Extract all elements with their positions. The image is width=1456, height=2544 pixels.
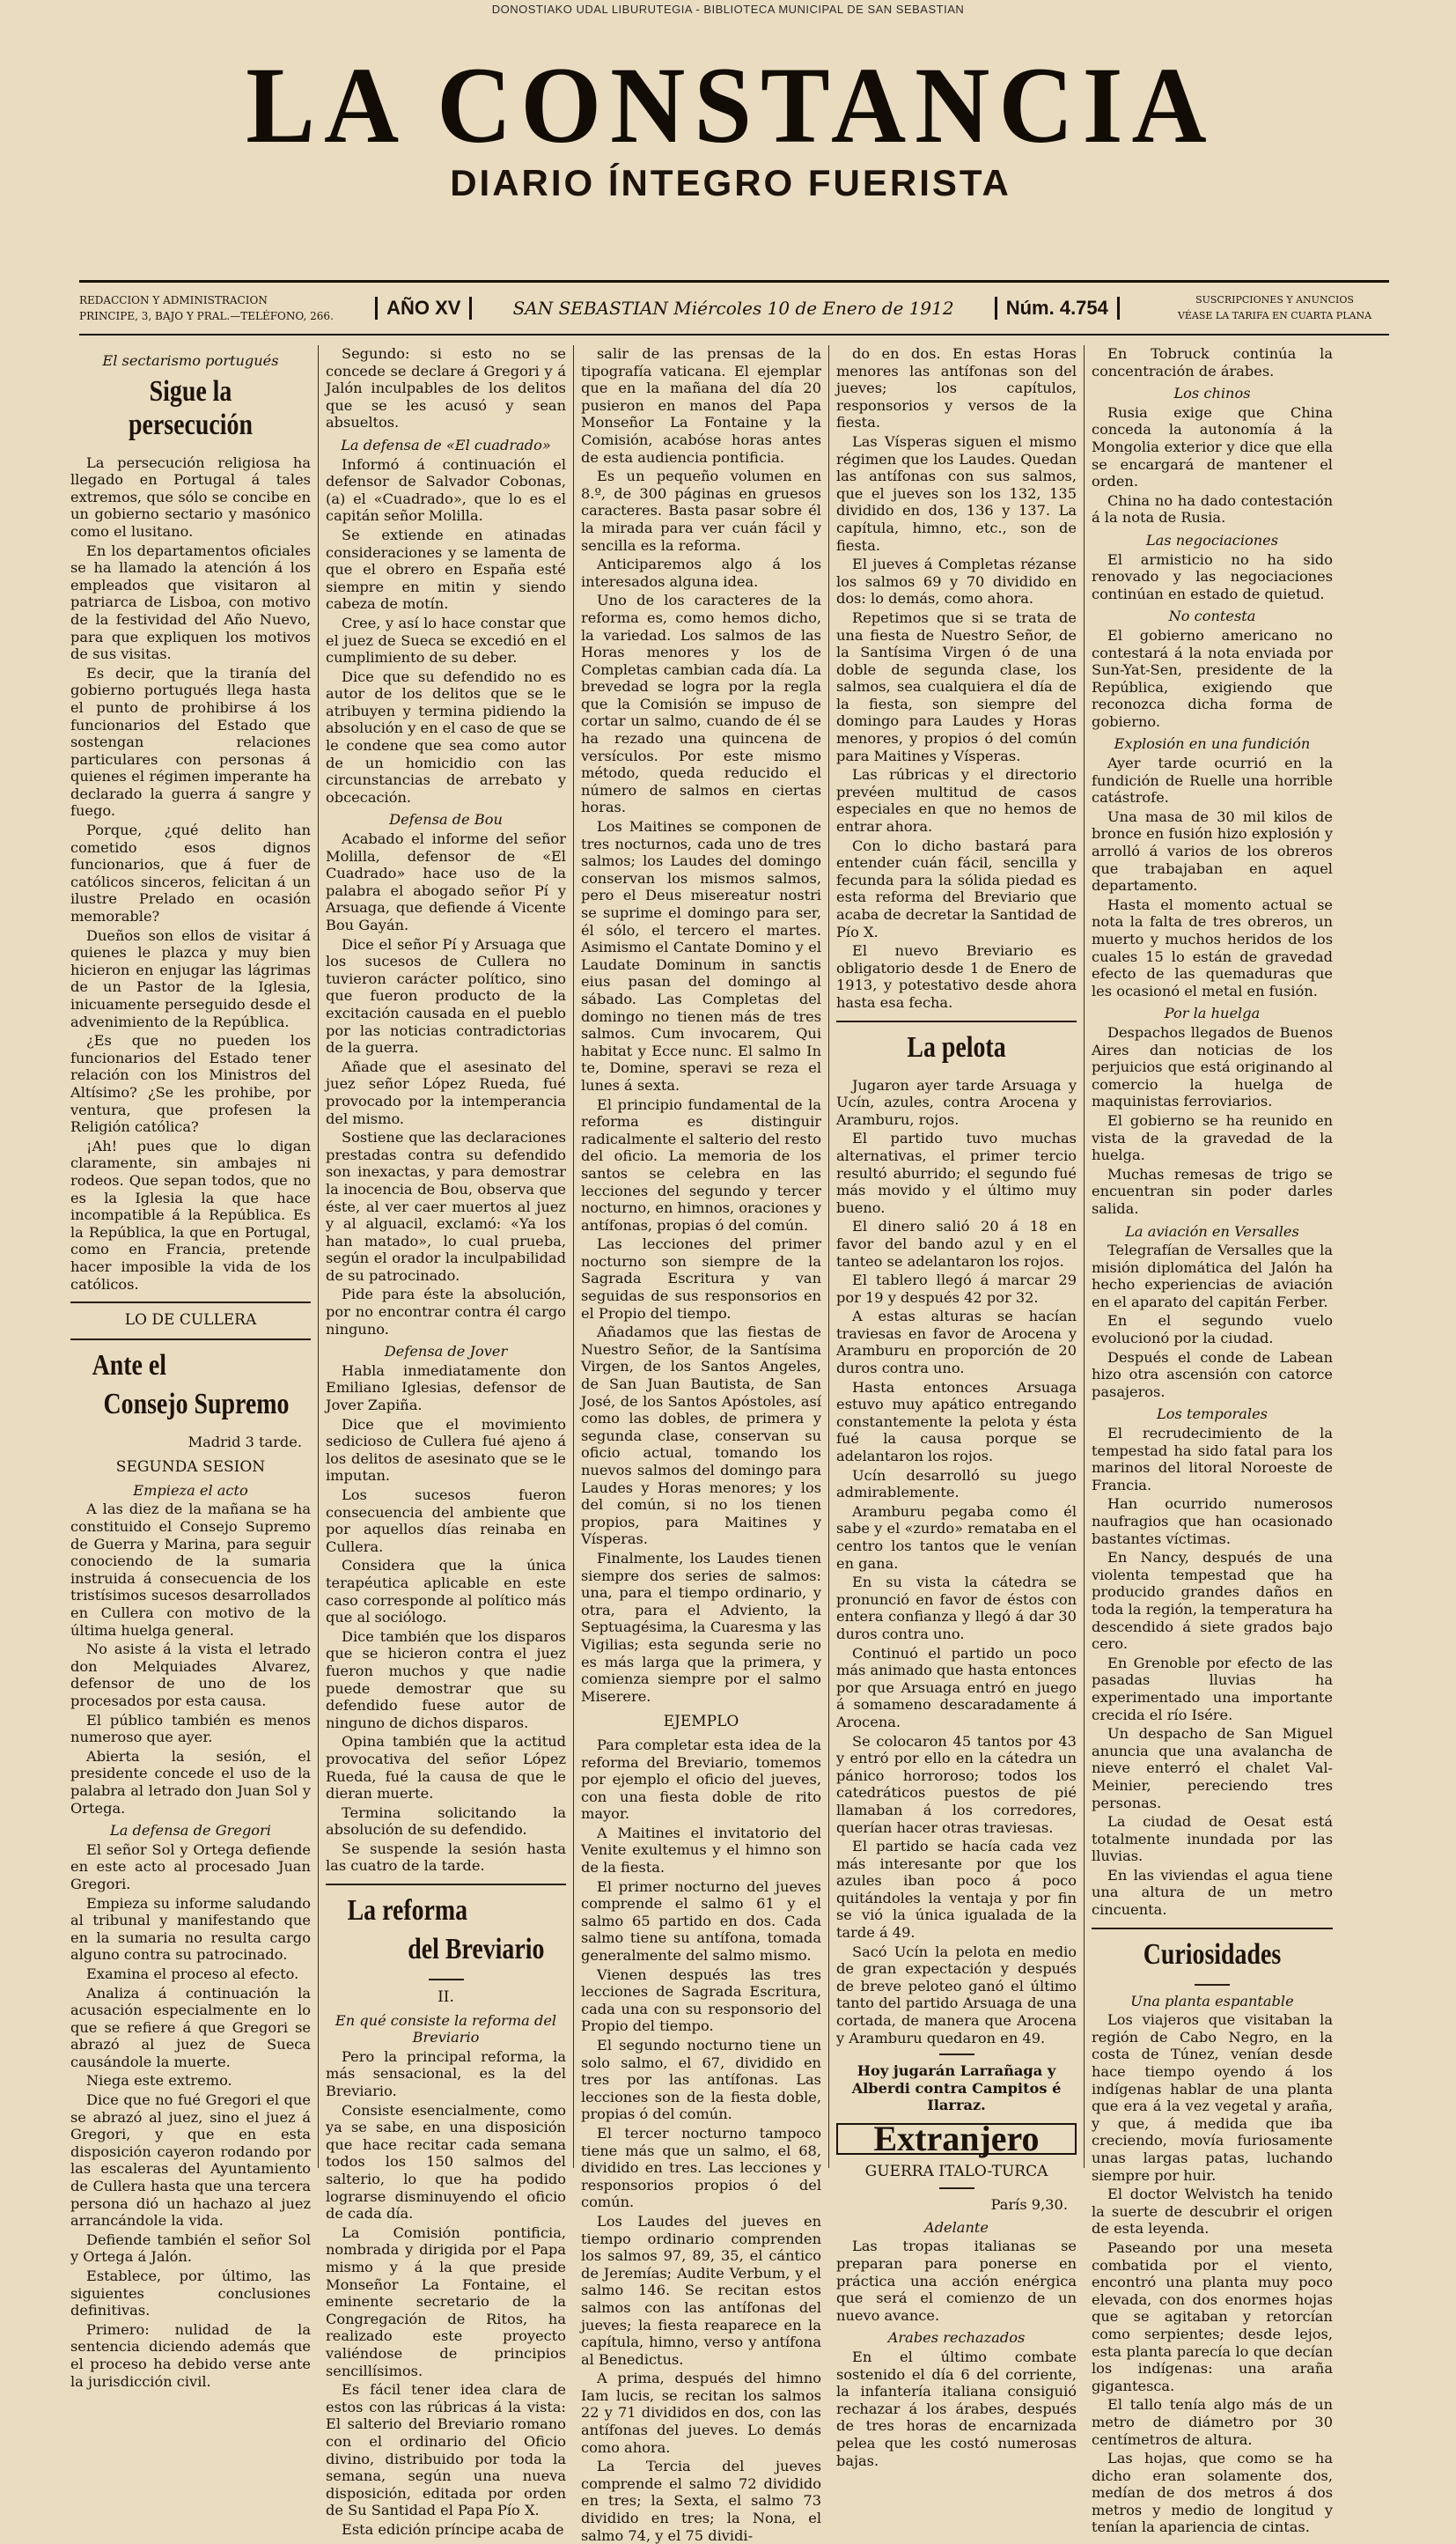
newspaper-subtitle: DIARIO ÍNTEGRO FUERISTA <box>450 162 1011 203</box>
article-headline: Ante el <box>92 1348 166 1382</box>
article-body <box>326 345 566 431</box>
paragraph: Abierta la sesión, el presidente concede el uso de la palabra al letrado don Juan Sol y Ortega. <box>70 1747 311 1817</box>
article-headline: La reforma <box>347 1894 468 1928</box>
paragraph: Establece, por último, las siguientes conclusiones definitivas. <box>70 2267 311 2319</box>
paragraph: Finalmente, los Laudes tienen siempre dos series de salmos: una, para el tiempo ordinario, y otra, para el Adviento, la Septuagésima, la Cuaresma y las Vigilias; esta segunda serie no es más larga que la primera, y comienza siempre por el salmo Miserere. <box>581 1549 821 1705</box>
paragraph: China no ha dado contestación á la nota de Rusia. <box>1092 491 1333 527</box>
masthead <box>79 44 1382 203</box>
dateline: París 9,30. <box>990 2196 1068 2214</box>
paragraph: Considera que la única terapéutica aplicable en este caso corresponde al político más que al sociólogo. <box>326 1557 566 1626</box>
paragraph: El partido tuvo muchas alternativas, el primer tercio resultó aburrido; el segundo fué más movido y el último muy bueno. <box>836 1130 1077 1216</box>
paragraph: Primero: nulidad de la sentencia diciendo además que el proceso ha debido verse ante la jurisdicción civil. <box>70 2320 311 2390</box>
paragraph: Pero la principal reforma, la más sensacional, es la del Breviario. <box>326 2047 566 2100</box>
paragraph: Las lecciones del primer nocturno son siempre de la Sagrada Escritura y van seguidas de sus responsorios en el Propio del tiempo. <box>581 1235 821 1322</box>
subhead: Las negociaciones <box>1145 531 1279 549</box>
paragraph: El doctor Welvistch ha tenido la suerte de descubrir el origen de esta leyenda. <box>1092 2186 1333 2238</box>
paragraph: Añade que el asesinato del juez señor López Rueda, fué provocado por la intemperancia del mismo. <box>326 1058 566 1127</box>
article-body <box>1092 551 1333 603</box>
paragraph: El principio fundamental de la reforma es distinguir radicalmente el salterio del resto del oficio. La memoria de los santos se celebra en las lecciones del segundo y tercer nocturno, en himnos, oraciones y antífonas, propias ó del común. <box>581 1095 821 1234</box>
issue-dateline: SAN SEBASTIAN Miércoles 10 de Enero de 1912 <box>512 298 954 319</box>
paragraph: Defiende también el señor Sol y Ortega á Jalón. <box>70 2231 311 2266</box>
paragraph: Los Maitines se componen de tres nocturnos, cada uno de tres salmos; los Laudes del domingo conservan los mismos salmos, pero el Deus misereatur nostri se suprime el domingo para ser, él sólo, el tercero el martes. Asimismo el Cantate Domino y el Laudate Dominum in sanctis eius pasan del domingo al sábado. Las Completas del domingo no tienen más de tres salmos. Cum invocarem, Qui habitat y Ecce nunc. El salmo In te, Domine, speravi se reza el lunes á sexta. <box>581 818 821 1094</box>
paragraph: Se suspende la sesión hasta las cuatro de la tarde. <box>326 1840 566 1875</box>
paragraph: do en dos. En estas Horas menores las antífonas son del jueves; los capítulos, responsorios y versos de la fiesta. <box>836 345 1077 431</box>
paragraph: No asiste á la vista el letrado don Melquiades Alvarez, defensor de uno de los procesados por esta causa. <box>70 1641 311 1709</box>
paragraph: Aramburu pegaba como él sabe y el «zurdo» remataba en el centro los tantos que le venían en gana. <box>836 1502 1077 1572</box>
paragraph: Hasta el momento actual se nota la falta de tres obreros, un muerto y muchos heridos de los cuales 15 lo están de gravedad efecto de las quemaduras que les ocasionó el metal en fusión. <box>1092 896 1333 999</box>
article-columns <box>63 345 1393 2544</box>
article-body <box>836 2349 1077 2469</box>
admin-line: PRINCIPE, 3, BAJO Y PRAL.—TELÉFONO, 266. <box>79 310 334 322</box>
paragraph: Hasta entonces Arsuaga estuvo muy apático entregando constantemente la pelota y ésta fué la causa porque se adelantaron los rojos. <box>836 1378 1077 1465</box>
session-label: SEGUNDA SESION <box>115 1458 266 1477</box>
admin-line: REDACCION Y ADMINISTRACION <box>79 294 268 306</box>
paragraph: Uno de los caracteres de la reforma es, como hemos dicho, la variedad. Los salmos de las Horas menores y los de Completas cambian cada día. La brevedad se logra por la regla que la Comisión se impuso de cortar un salmo, cuando de él se ha rezado una quincena de versículos. Por este mismo método, queda reducido el número de salmos en ciertas horas. <box>581 592 821 816</box>
divider <box>70 1338 311 1340</box>
paragraph: La Comisión pontificia, nombrada y dirigida por el Papa mismo y á la que preside Monseñor La Fontaine, el eminente secretario de la Congregación de Ritos, ha realizado este proyecto valiéndose de principios sencillísimos. <box>326 2223 566 2379</box>
paragraph: Porque, ¿qué delito han cometido esos dignos funcionarios, que á fuer de católicos sinceros, felicitan á un ilustre Prelado en ocasión memorable? <box>70 822 311 925</box>
paragraph: Habla inmediatamente don Emiliano Iglesias, defensor de Jover Zapiña. <box>326 1361 566 1414</box>
column-1 <box>63 345 319 2390</box>
column-5 <box>1085 345 1340 2536</box>
paragraph: El tallo tenía algo más de un metro de diámetro por 30 centímetros de altura. <box>1092 2396 1333 2448</box>
column-2 <box>319 345 574 2538</box>
paragraph: El jueves á Completas rézanse los salmos 69 y 70 dividido en dos: lo demás, como ahora. <box>836 556 1077 608</box>
paragraph: El tercer nocturno tampoco tiene más que un salmo, el 68, dividido en tres. Las lecciones y responsorios propios ó del común. <box>581 2124 821 2211</box>
paragraph: El segundo nocturno tiene un solo salmo, el 67, dividido en tres por las antífonas. Las lecciones son de la fiesta doble, propias ó del común. <box>581 2037 821 2123</box>
subhead: Defensa de Jover <box>384 1343 508 1360</box>
paragraph: El gobierno se ha reunido en vista de la gravedad de la huelga. <box>1092 1111 1333 1164</box>
paragraph: Para completar esta idea de la reforma del Breviario, tomemos por ejemplo el oficio del jueves, con una fiesta doble de rito mayor. <box>581 1736 821 1823</box>
paragraph: Dice también que los disparos que se hicieron contra el juez fueron muchos y que nadie puede demostrar que su defendido fuese autor de ninguno de dichos disparos. <box>326 1627 566 1731</box>
paragraph: Anticiparemos algo á los interesados alguna idea. <box>581 556 821 590</box>
subhead: Arabes rechazados <box>887 2329 1026 2347</box>
article-body <box>1092 755 1333 999</box>
article-body <box>70 1841 311 2390</box>
paragraph: La persecución religiosa ha llegado en Portugal á tales extremos, que sólo se concibe en un gobierno sectario y masónico como el lusitano. <box>70 453 311 540</box>
paragraph: Dice que no fué Gregori el que se abrazó al juez, sino el juez á Gregori, y que en esta disposición cayeron rodando por las escaleras del Ayuntamiento de Cullera hasta que una tercera persona dió un hachazo al juez arrancándole la vida. <box>70 2091 311 2230</box>
paragraph: Esta edición príncipe acaba de <box>342 2520 564 2538</box>
paragraph: El dinero salió 20 á 18 en favor del bando azul y en el tanteo se adelantaron los rojos. <box>836 1218 1077 1270</box>
article-body <box>326 1362 566 1875</box>
article-body <box>1092 345 1333 380</box>
divider <box>429 1979 464 1980</box>
paragraph: El partido se hacía cada vez más interesante por que los azules iban poco á poco quitándoles la ventaja y por fin se vió la única igualada de la tarde á 49. <box>836 1838 1077 1942</box>
subhead: La defensa de «El cuadrado» <box>341 436 551 453</box>
article-headline: La pelota <box>907 1030 1006 1064</box>
paragraph: En el segundo vuelo evolucionó por la ciudad. <box>1092 1312 1333 1347</box>
article-headline: Sigue la persecución <box>129 374 253 441</box>
article-body <box>1092 1024 1333 1218</box>
divider <box>836 1021 1077 1022</box>
newspaper-title: LA CONSTANCIA <box>246 44 1216 166</box>
paragraph: A prima, después del himno Iam lucis, se recitan los salmos 22 y 71 divididos en dos, con las antífonas del jueves. Lo demás como ahora. <box>581 2370 821 2456</box>
paragraph: Después el conde de Labean hizo otra ascensión con catorce pasajeros. <box>1092 1348 1333 1400</box>
article-body <box>70 1501 311 1817</box>
issue-number: Núm. 4.754 <box>995 297 1120 320</box>
paragraph: La Tercia del jueves comprende el salmo 72 dividido en tres; la Sexta, el salmo 73 dividido en tres; la Nona, el salmo 74, y el 75 dividi- <box>581 2458 821 2544</box>
article-body <box>326 2048 566 2539</box>
paragraph: En Tobruck continúa la concentración de árabes. <box>1092 345 1333 380</box>
paragraph: El gobierno americano no contestará á la nota enviada por Sun-Yat-Sen, presidente de la República, exigiendo que reconozca dicha forma de gobierno. <box>1092 626 1333 730</box>
paragraph: Los viajeros que visitaban la región de Cabo Negro, en la costa de Túnez, venían desde hace tiempo oyendo á los indígenas hablar de una planta que era á la vez vegetal y araña, y que, á medida que iba creciendo, movía furiosamente unas largas patas, luchando siempre por huir. <box>1092 2011 1333 2184</box>
paragraph: Rusia exige que China conceda la autonomía á la Mongolia exterior y dice que ella se encargará de mantener el orden. <box>1092 403 1333 490</box>
paragraph: En Grenoble por efecto de las pasadas lluvias ha experimentado una importante crecida el río Isére. <box>1092 1654 1333 1723</box>
paragraph: Sacó Ucín la pelota en medio de gran expectación y después de breve peloteo ganó el último tanto del partido Arsuaga de una cortada, de manera que Arocena y Aramburu quedaron en 49. <box>836 1943 1077 2046</box>
paragraph: ¿Es que no pueden los funcionarios del Estado tener relación con los Ministros del Altísimo? ¿Se les prohibe, por ventura, que profesen la Religión católica? <box>70 1032 311 1136</box>
paragraph: Ayer tarde ocurrió en la fundición de Ruelle una horrible catástrofe. <box>1092 755 1333 807</box>
roman-numeral: II. <box>438 1988 454 2007</box>
paragraph: Telegrafían de Versalles que la misión diplomática del Jalón ha hecho experiencias de aviación en el aparato del capitán Ferber. <box>1092 1242 1333 1310</box>
paragraph: En el último combate sostenido el día 6 del corriente, la infantería italiana consiguió rechazar á los árabes, después de tres horas de encarnizada pelea que les costó numerosas bajas. <box>836 2348 1077 2469</box>
subhead: En qué consiste la reforma del Breviario <box>335 2011 557 2046</box>
paragraph: Jugaron ayer tarde Arsuaga y Ucín, azules, contra Arocena y Aramburu, rojos. <box>836 1076 1077 1128</box>
administration-info <box>79 292 335 324</box>
subhead: Adelante <box>924 2218 989 2236</box>
paragraph: El público también es menos numeroso que ayer. <box>70 1711 311 1746</box>
paragraph: Analiza á continuación la acusación especialmente en lo que se refiere á que Gregori se abrazó al juez de Sueca causándole la muerte. <box>70 1984 311 2070</box>
paragraph: Las tropas italianas se preparan para ponerse en práctica una acción enérgica que será el comienzo de un nuevo avance. <box>836 2238 1077 2324</box>
article-headline: Consejo Supremo <box>103 1387 290 1420</box>
paragraph: Es fácil tener idea clara de estos con las rúbricas á la vista: El salterio del Breviario romano con el ordinario del Oficio divino, distribuido por toda la semana, según una nueva disposición, editada por orden de Su Santidad el Papa Pío X. <box>326 2381 566 2519</box>
article-body <box>836 345 1077 1012</box>
subs-line: SUSCRIPCIONES Y ANUNCIOS <box>1195 294 1354 306</box>
subhead: La defensa de Gregori <box>110 1822 271 1840</box>
subs-line: VÉASE LA TARIFA EN CUARTA PLANA <box>1177 310 1372 321</box>
paragraph: En su vista la cátedra se pronunció en favor de éstos con entera confianza y llegó á dar 30 duros contra uno. <box>836 1574 1077 1642</box>
article-body <box>70 454 311 1294</box>
paragraph: Muchas remesas de trigo se encuentran sin poder darles salida. <box>1092 1165 1333 1217</box>
paragraph: El armisticio no ha sido renovado y las negociaciones continúan en estado de quietud. <box>1092 550 1333 602</box>
paragraph: El tablero llegó á marcar 29 por 19 y después 42 por 32. <box>836 1272 1077 1306</box>
paragraph: Se extiende en atinadas consideraciones y se lamenta de que el obrero en España esté siempre en mitin y siendo cabeza de motín. <box>326 526 566 613</box>
subhead: La aviación en Versalles <box>1125 1222 1299 1240</box>
column-4 <box>829 345 1085 2469</box>
paragraph: En Nancy, después de una violenta tempestad que ha producido grandes daños en toda la región, la temperatura ha descendido á siete grados bajo cero. <box>1092 1549 1333 1653</box>
article-body <box>836 2238 1077 2324</box>
paragraph: Es decir, que la tiranía del gobierno portugués llega hasta el punto de prohibirse á los funcionarios del Estado que sostengan relaciones particulares con personas á quienes el régimen imperante ha declarado la guerra á sangre y fuego. <box>70 664 311 820</box>
subhead: Explosión en una fundición <box>1114 735 1311 753</box>
dateline: Madrid 3 tarde. <box>188 1433 302 1450</box>
paragraph: Acabado el informe del señor Molilla, defensor de «El Cuadrado» hace uso de la palabra el abogado señor Pí y Arsuaga, que defiende á Vicente Bou Gayán. <box>326 830 566 933</box>
paragraph: Una masa de 30 mil kilos de bronce en fusión hizo explosión y arrolló á varios de los obreros que trabajaban en aquel departamento. <box>1092 807 1333 895</box>
section-label: LO DE CULLERA <box>124 1311 257 1330</box>
paragraph: Dice que el movimiento sedicioso de Cullera fué ajeno á los delitos de asesinato que se le imputan. <box>326 1415 566 1485</box>
paragraph: Vienen después las tres lecciones de Sagrada Escritura, cada una con su responsorio del Propio del tiempo. <box>581 1965 821 2035</box>
article-body <box>1092 2011 1333 2536</box>
paragraph: Los Laudes del jueves en tiempo ordinario comprenden los salmos 97, 89, 35, el cántico de Jeremías; Audite Verbum, y el salmo 146. Se recitan estos salmos con las antífonas del jueves; la fiesta reaparece en la capítula, himno, verso y antífona al Benedictus. <box>581 2212 821 2368</box>
paragraph: Despachos llegados de Buenos Aires dan noticias de los perjuicios que está originando al comercio la huelga de maquinistas ferroviarios. <box>1092 1023 1333 1110</box>
paragraph: Repetimos que si se trata de una fiesta de Nuestro Señor, de la Santísima Virgen ó de una doble de segunda clase, los salmos, sea cualquiera el día de la fiesta, son siempre del domingo para Laudes y Horas menores, y propios ó del común para Maitines y Vísperas. <box>836 608 1077 764</box>
paragraph: Cree, y así lo hace constar que el juez de Sueca se excedió en el cumplimiento de su deber. <box>326 614 566 667</box>
subhead: Una planta espantable <box>1130 1992 1294 2009</box>
war-label: GUERRA ITALO-TURCA <box>864 2162 1048 2180</box>
article-headline: Curiosidades <box>1143 1937 1282 1971</box>
paragraph: Opina también que la actitud provocativa del señor López Rueda, fué la causa de que le dieran muerte. <box>326 1733 566 1803</box>
article-body <box>1092 1242 1333 1400</box>
paragraph: A las diez de la mañana se ha constituido el Consejo Supremo de Guerra y Marina, para seguir conociendo de la sumaria instruida á consecuencia de los tristísimos sucesos desarrollados en Cullera con motivo de la última huelga general. <box>70 1501 311 1639</box>
paragraph: Empieza su informe saludando al tribunal y manifestando que en la sumaria no resulta cargo alguno contra su patrocinado. <box>70 1894 311 1964</box>
paragraph: Un despacho de San Miguel anuncia que una avalancha de nieve enterró el chalet Val-Meinier, pereciendo tres personas. <box>1092 1725 1333 1811</box>
subhead: Los temporales <box>1157 1405 1268 1423</box>
paragraph: El nuevo Breviario es obligatorio desde 1 de Enero de 1913, y potestativo desde ahora hasta esa fecha. <box>836 942 1077 1011</box>
paragraph: ¡Ah! pues que lo digan claramente, sin ambajes ni rodeos. Que sepan todos, que no es la Iglesia la que hace incompatible á la República. Es la República, la que en Portugal, como en Francia, pretende hacer imposible la vida de los católicos. <box>70 1137 311 1293</box>
article-body <box>1092 1425 1333 1919</box>
divider <box>326 1884 566 1885</box>
paragraph: Consiste esencialmente, como ya se sabe, en una disposición que hace recitar cada semana todos los 150 salmos del salterio, lo que ha podido lograrse disminuyendo el oficio de cada día. <box>326 2101 566 2223</box>
divider <box>1195 1984 1230 1986</box>
article-body <box>1092 627 1333 731</box>
divider <box>1092 1928 1333 1929</box>
example-label: EJEMPLO <box>663 1713 739 1731</box>
subscription-info <box>1160 292 1389 324</box>
paragraph: Con lo dicho bastará para entender cuán fácil, sencilla y fecunda para la sólida piedad es esta reforma del Breviario que acaba de decretar la Santidad de Pío X. <box>836 837 1077 940</box>
paragraph: Es un pequeño volumen en 8.º, de 300 páginas en gruesos caracteres. Basta pasar sobre él la mirada para ver cuán fácil y sencilla es la reforma. <box>581 468 821 554</box>
article-kicker: El sectarismo portugués <box>102 352 279 369</box>
paragraph: Paseando por una meseta combatida por el viento, encontró una planta muy poco elevada, con dos enormes hojas que se agitaban y retorcían como serpientes; desde lejos, esta planta parecía lo que decían los indígenas: una araña gigantesca. <box>1092 2238 1333 2394</box>
article-body <box>581 345 821 1705</box>
subhead: No contesta <box>1168 608 1256 625</box>
divider <box>939 2187 974 2189</box>
subhead: Empieza el acto <box>133 1481 248 1499</box>
paragraph: Pide para éste la absolución, por no encontrar contra él cargo ninguno. <box>326 1286 566 1338</box>
paragraph: Sostiene que las declaraciones prestadas contra su defendido son inexactas, y para demostrar la inocencia de Bou, observa que éste, al ver caer muertos al juez y al alguacil, exclamó: «Ya los han matado», lo cual prueba, según el orador la inculpabilidad de su patrocinado. <box>326 1129 566 1284</box>
paragraph: Añadamos que las fiestas de Nuestro Señor, de la Santísima Virgen, de los Santos Angeles, de San Juan Bautista, de San José, de los Santos Apóstoles, así como las dobles, de primera y segunda clase, conservan su oficio actual, tomando los nuevos salmos del domingo para Laudes y Horas menores; y los del común, si no los tienen propios, para Maitines y Vísperas. <box>581 1324 821 1548</box>
subhead: Por la huelga <box>1164 1005 1261 1022</box>
paragraph: El recrudecimiento de la tempestad ha sido fatal para los marinos del litoral Noroeste de Francia. <box>1092 1425 1333 1493</box>
paragraph: Han ocurrido numerosos naufragios que han ocasionado bastantes víctimas. <box>1092 1495 1333 1547</box>
paragraph: Dice que su defendido no es autor de los delitos que se le atribuyen y termina pidiendo la absolución y en el caso de que se le condene que sea como autor de un homicidio con las circunstancias de arrebato y obcecación. <box>326 667 566 806</box>
divider <box>939 2054 974 2055</box>
announcement: Hoy jugarán Larrañaga y Alberdi contra Campitos é Ilarraz. <box>851 2062 1062 2114</box>
paragraph: Las Vísperas siguen el mismo régimen que los Laudes. Quedan las antífonas con sus salmos, que el jueves son los 132, 135 dividido en dos, 136 y 137. La capítula, himno, etc., son de fiesta. <box>836 432 1077 554</box>
paragraph: Se colocaron 45 tantos por 43 y entró por ello en la cátedra un pánico horroroso; todos los catedráticos puestos de pié llamaban á los corredores, querían hacer otras traviesas. <box>836 1732 1077 1836</box>
subhead: Defensa de Bou <box>389 811 503 829</box>
paragraph: Informó á continuación el defensor de Salvador Cobonas, (a) el «Cuadrado», que lo es el capitán señor Molilla. <box>326 455 566 525</box>
paragraph: Niega este extremo. <box>86 2072 232 2090</box>
paragraph: El señor Sol y Ortega defiende en este acto al procesado Juan Gregori. <box>70 1840 311 1892</box>
article-body <box>326 830 566 1338</box>
paragraph: Las hojas, que como se ha dicho eran solamente dos, medían de dos metros á dos metros y medio de longitud y tenían la apariencia de cintas. <box>1092 2450 1333 2536</box>
paragraph: Examina el proceso al efecto. <box>86 1965 299 1982</box>
article-body <box>836 1077 1077 2047</box>
paragraph: Dueños son ellos de visitar á quienes le plazca y muy bien hicieron en enjugar las lágrimas de un Pastor de la Iglesia, inicuamente perseguido desde el advenimiento de la República. <box>70 926 311 1030</box>
paragraph: A Maitines el invitatorio del Venite exultemus y el himno son de la fiesta. <box>581 1824 821 1877</box>
paragraph: salir de las prensas de la tipografía vaticana. El ejemplar que en la mañana del día 20 pusieron en manos del Papa Monseñor La Fontaine y la Comisión, acabóse horas antes de esta audiencia pontificia. <box>581 345 821 466</box>
paragraph: A estas alturas se hacían traviesas en favor de Arocena y Aramburu en proporción de 20 duros contra uno. <box>836 1308 1077 1377</box>
section-box-title: Extranjero <box>836 2123 1077 2155</box>
paragraph: Los sucesos fueron consecuencia del ambiente que por aquellos días reinaba en Cullera. <box>326 1486 566 1555</box>
divider <box>70 1301 311 1303</box>
paragraph: En los departamentos oficiales se ha llamado la atención á los empleados que visitaron al patriarca de Lisboa, con motivo de la festividad del Año Nuevo, para que expliquen los motivos de sus visitas. <box>70 542 311 663</box>
paragraph: Termina solicitando la absolución de su defendido. <box>326 1803 566 1839</box>
issue-info-bar <box>79 280 1389 336</box>
issue-year: AÑO XV <box>375 297 472 320</box>
paragraph: Las rúbricas y el directorio prevéen multitud de casos especiales en que no hemos de entrar ahora. <box>836 766 1077 836</box>
article-body <box>581 1737 821 2544</box>
paragraph: El primer nocturno del jueves comprende el salmo 61 y el salmo 65 partido en dos. Cada salmo tiene su antífona, tomada generalmente del salmo mismo. <box>581 1877 821 1965</box>
paragraph: La ciudad de Oesat está totalmente inundada por las lluvias. <box>1092 1813 1333 1865</box>
paragraph: Segundo: si esto no se concede se declare á Gregori y á Jalón inculpables de los delitos que se les acusó y sean absueltos. <box>326 345 566 431</box>
paragraph: Dice el señor Pí y Arsuaga que los sucesos de Cullera no tuvieron carácter político, sino que fueron producto de la excitación causada en el pueblo por las noticias contradictorias de la guerra. <box>326 935 566 1057</box>
article-body <box>1092 404 1333 527</box>
paragraph: Ucín desarrolló su juego admirablemente. <box>836 1466 1077 1501</box>
article-headline: del Breviario <box>408 1933 545 1966</box>
subhead: Los chinos <box>1173 385 1251 402</box>
column-3 <box>574 345 829 2544</box>
paragraph: En las viviendas el agua tiene una altura de un metro cincuenta. <box>1092 1866 1333 1919</box>
article-body <box>326 456 566 807</box>
library-header: DONOSTIAKO UDAL LIBURUTEGIA - BIBLIOTECA MUNICIPAL DE SAN SEBASTIAN <box>491 3 965 16</box>
paragraph: Continuó el partido un poco más animado que hasta entonces por que Arsuaga entró en juego á somameno descaradamente á Arocena. <box>836 1644 1077 1730</box>
